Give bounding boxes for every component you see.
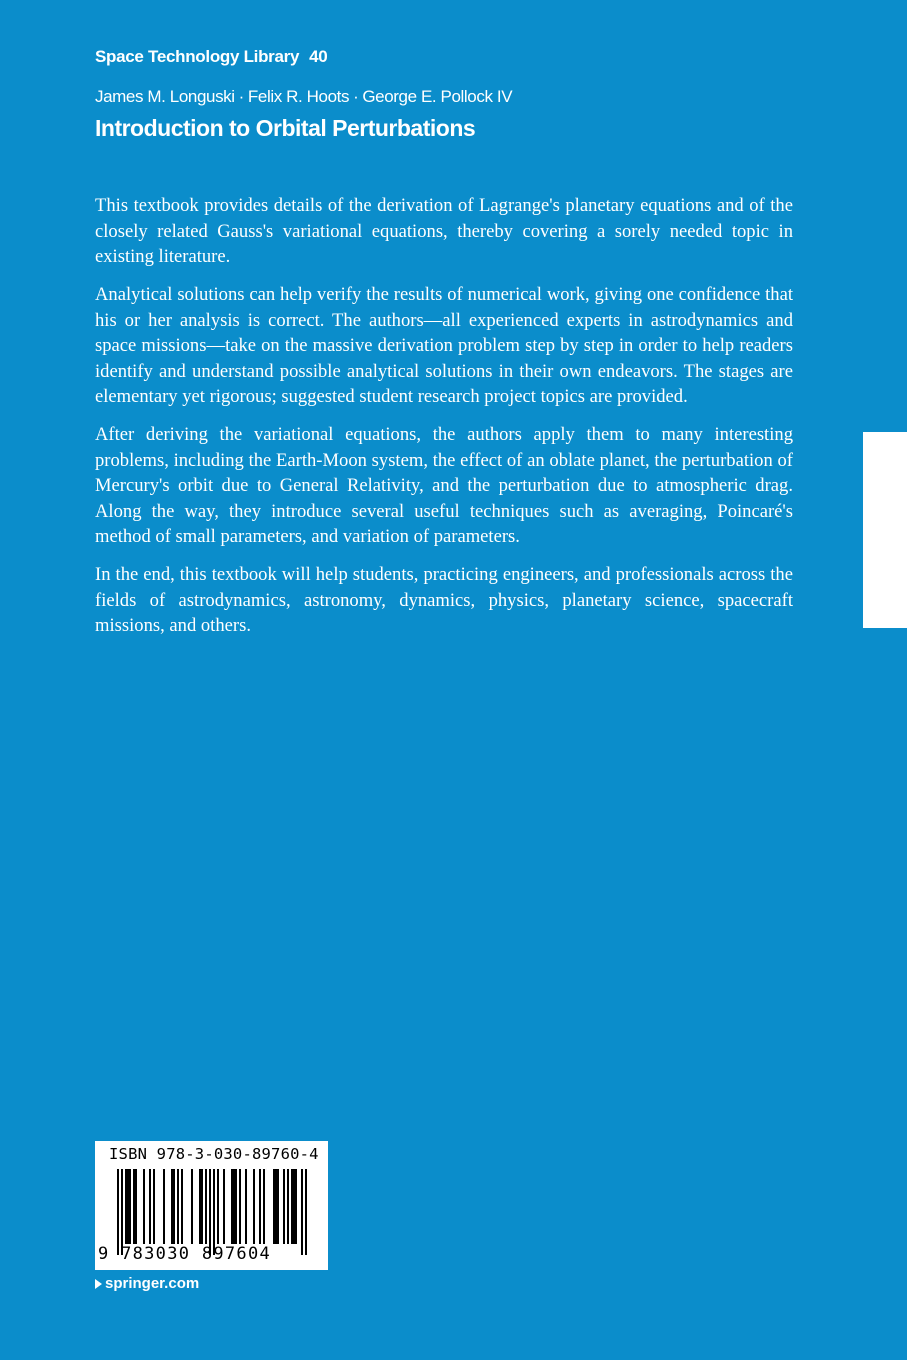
series-name: Space Technology Library [95, 47, 300, 66]
barcode-bar [217, 1169, 219, 1244]
barcode-bar [127, 1169, 129, 1244]
barcode-bar [171, 1169, 173, 1244]
side-tab-marker [863, 432, 907, 628]
barcode-bar [277, 1169, 279, 1244]
barcode-bar [129, 1169, 131, 1244]
author-list [95, 87, 512, 107]
author-separator: · [353, 87, 359, 106]
description-paragraph: Analytical solutions can help verify the results of numerical work, giving one confidence that his or her analysis is correct. The authors—all experienced experts in astrodynamics and space missions—take on the massive derivation problem step by step in order to help readers identify and understand possible analytical solutions in their own endeavors. The stages are elementary yet rigorous; suggested student research project topics are provided. [95, 284, 793, 407]
publisher-link[interactable] [95, 1275, 199, 1292]
barcode-bar [239, 1169, 241, 1244]
barcode-bar [287, 1169, 289, 1244]
barcode-bar [283, 1169, 285, 1244]
barcode-guard-bar [301, 1169, 303, 1255]
author-name: Felix R. Hoots [247, 87, 350, 106]
description-paragraph: This textbook provides details of the derivation of Lagrange's planetary equations and of the closely related Gauss's variational equations, thereby covering a sorely needed topic in existing literature. [95, 195, 793, 267]
barcode-bar [293, 1169, 295, 1244]
barcode-bar [173, 1169, 175, 1244]
barcode-bar [149, 1169, 151, 1244]
barcode-bar [177, 1169, 179, 1244]
author-name: James M. Longuski [95, 87, 235, 106]
series-volume: 40 [309, 47, 328, 66]
barcode-guard-bar [209, 1169, 211, 1255]
barcode-guard-bar [213, 1169, 215, 1255]
barcode-guard-bar [117, 1169, 119, 1255]
barcode-bar [235, 1169, 237, 1244]
barcode-bar [135, 1169, 137, 1244]
barcode-bar [153, 1169, 155, 1244]
barcode-bar [245, 1169, 247, 1244]
barcode-guard-bar [305, 1169, 307, 1255]
barcode-bar [253, 1169, 255, 1244]
barcode-bar [263, 1169, 265, 1244]
isbn-label: ISBN 978-3-030-89760-4 [109, 1145, 319, 1163]
description-paragraph: In the end, this textbook will help students, practicing engineers, and professionals across the fields of astrodynamics, astronomy, dynamics, physics, planetary science, spacecraft missions, and others. [95, 564, 793, 636]
barcode-bar [273, 1169, 275, 1244]
barcode-guard-bar [121, 1169, 123, 1255]
description-paragraph: After deriving the variational equations, the authors apply them to many interesting problems, including the Earth-Moon system, the effect of an oblate planet, the perturbation of Mercury's orbit due to General Relativity, and the perturbation due to atmospheric drag. Along the way, they introduce several useful techniques such as averaging, Poincaré's method of small parameters, and variation of parameters. [95, 424, 793, 547]
author-name: George E. Pollock IV [362, 87, 513, 106]
publisher-url: springer.com [105, 1275, 200, 1292]
isbn-barcode [95, 1141, 328, 1270]
barcode-bar [275, 1169, 277, 1244]
barcode-bar [233, 1169, 235, 1244]
barcode-bar [201, 1169, 203, 1244]
barcode-bar [295, 1169, 297, 1244]
barcode-digits: 9 783030 897604 [98, 1244, 272, 1264]
author-separator: · [238, 87, 244, 106]
barcode-bar [133, 1169, 135, 1244]
barcode-bar [163, 1169, 165, 1244]
barcode-bar [259, 1169, 261, 1244]
barcode-bar [125, 1169, 127, 1244]
barcode-bar [191, 1169, 193, 1244]
barcode-bar [181, 1169, 183, 1244]
book-description [95, 193, 793, 651]
arrow-right-icon [95, 1279, 102, 1289]
barcode-bar [223, 1169, 225, 1244]
barcode-bar [291, 1169, 293, 1244]
book-title: Introduction to Orbital Perturbations [95, 115, 476, 141]
barcode-bar [143, 1169, 145, 1244]
series-line [95, 47, 327, 67]
barcode-bar [205, 1169, 207, 1244]
barcode-bar [199, 1169, 201, 1244]
barcode-bar [231, 1169, 233, 1244]
